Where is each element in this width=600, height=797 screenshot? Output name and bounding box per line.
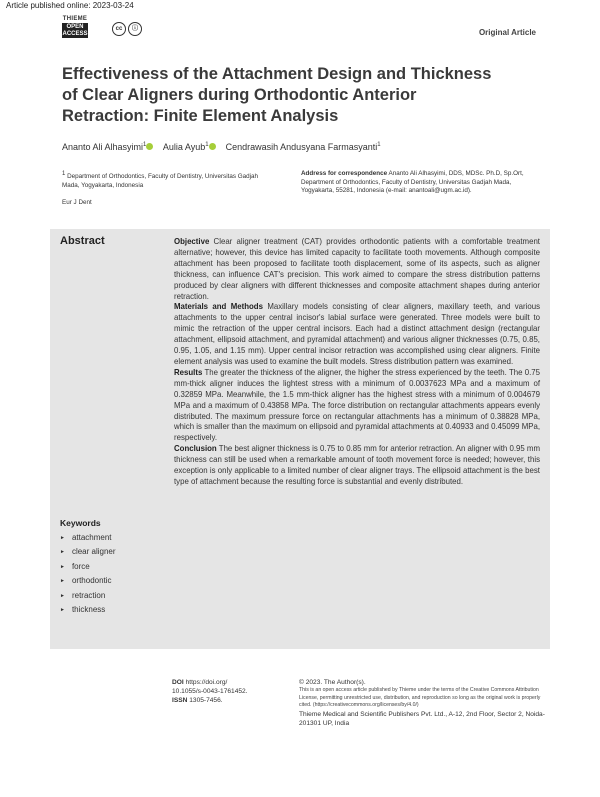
affiliation xyxy=(62,170,277,190)
section-text: The best aligner thickness is 0.75 to 0.85 mm for anterior retraction. An aligner with 0.95 mm thickness can still be used when a remarkable amount of tooth movement force is needed; however, this exception is only applicable to a limited number of clear aligner trays. The ellipsoid attachment is the best type of attachment because the resulting force is substantial and evenly distributed. xyxy=(174,444,540,486)
license-text: This is an open access article published by Thieme under the terms of the Creative Commons Attribution License, permitting unrestricted use, distribution, and reproduction so long as the original work is properly cited. (https://creativecommons.org/licenses/by/4.0/) xyxy=(299,687,541,709)
license-icons[interactable] xyxy=(112,22,144,36)
correspondence-address xyxy=(301,170,541,196)
orcid-icon[interactable] xyxy=(146,143,153,150)
issn-label: ISSN xyxy=(172,697,188,705)
doi-block xyxy=(172,678,282,706)
logo-theme-text: THIEME xyxy=(62,16,88,22)
doi-label: DOI xyxy=(172,679,184,686)
section-label: Objective xyxy=(174,237,210,246)
section-text: The greater the thickness of the aligner, the higher the stress experienced by the teeth. The 0.75 mm-thick aligner induces the lightest stress with a minimum of 0.0037623 MPa and a maximum of 0.32859 MPa. Meanwhile, the 1.5 mm-thick aligner has the highest stress with a minimum of 0.004679 MPa and a maximum of 0.43858 MPa. The force distribution on rectangular attachments appears evenly distributed. The maximum pressure force on rectangular attachments has a minimum of 0.38828 MPa, which is smaller than the maximum on ellipsoid and pyramidal attachments at 0.40933 and 0.45099 MPa, respectively. xyxy=(174,367,540,443)
doi-value: 10.1055/s-0043-1761452. xyxy=(172,688,248,696)
abstract-objective xyxy=(174,237,540,302)
publication-date: Article published online: 2023-03-24 xyxy=(6,1,134,10)
keyword-item: ► force xyxy=(60,560,116,574)
affiliation-marker: 1 xyxy=(62,171,66,177)
logo-access-text: ACCESS xyxy=(62,30,88,37)
author-affiliation-marker: 1 xyxy=(143,142,147,148)
attribution-icon: ⓘ xyxy=(128,22,142,36)
abstract-body xyxy=(174,237,540,488)
open-access-badge xyxy=(62,23,88,38)
keyword-item: ► thickness xyxy=(60,603,116,617)
abstract-heading: Abstract xyxy=(60,235,105,247)
logo-open-text: OPEN xyxy=(66,24,84,30)
keyword-item: ► retraction xyxy=(60,589,116,603)
abstract-conclusion xyxy=(174,444,540,488)
keywords-list xyxy=(60,531,116,618)
affiliation-text: Department of Orthodontics, Faculty of Dentistry, Universitas Gadjah Mada, Yogyakarta, Indonesia xyxy=(62,173,259,189)
section-label: Materials and Methods xyxy=(174,302,263,312)
article-title: Effectiveness of the Attachment Design and Thickness of Clear Aligners during Orthodontic Anterior Retraction: Finite Element Analysis xyxy=(62,65,492,125)
journal-name: Eur J Dent xyxy=(62,199,92,206)
license-block xyxy=(299,678,549,728)
author-list xyxy=(62,142,381,152)
section-text: Clear aligner treatment (CAT) provides orthodontic patients with a comfortable treatment alternative; however, this device has limited capacity to facilitate tooth movements. Although composite attachment has been proposed to facilitate tooth displacement, some of its aspects, such as aligner thickness, can influence CAT's precision. This work aimed to compare the stress distribution patterns produced by clear aligners with different thicknesses and composite attachment shapes during anterior retraction. xyxy=(174,237,540,301)
keyword-item: ► clear aligner xyxy=(60,545,116,559)
issn-value: 1305-7456. xyxy=(189,697,223,705)
keyword-item: ► orthodontic xyxy=(60,574,116,588)
author-affiliation-marker: 1 xyxy=(205,142,209,148)
section-text: Maxillary models consisting of clear aligners, maxillary teeth, and various attachments to the upper central incisor's labial surface were generated. Three models were built to mimic the retraction of the upper central incisors. Each had a distinct attachment design (rectangular attachment, ellipsoid attachment, and pyramidal attachment) and various aligner thicknesses (0.75, 0.85, 0.95, 1.05, and 1.15 mm). Upper central incisor retraction was accomplished using clear aligners. Finite element analysis was used to examine the built models. Stress distribution pattern was examined. xyxy=(174,302,540,366)
copyright-notice: © 2023. The Author(s). xyxy=(299,679,366,686)
orcid-icon[interactable] xyxy=(209,143,216,150)
abstract-methods xyxy=(174,302,540,367)
keywords-heading: Keywords xyxy=(60,518,101,528)
keyword-item: ► attachment xyxy=(60,531,116,545)
author-name: Aulia Ayub xyxy=(162,142,206,152)
author-affiliation-marker: 1 xyxy=(377,142,381,148)
thieme-open-access-logo[interactable] xyxy=(62,16,88,38)
correspondence-text: Ananto Ali Alhasyimi, DDS, MDSc. Ph.D, Sp.Ort, Department of Orthodontics, Faculty of Dentistry, Universitas Gadjah Mada, Yogyakarta, 55281, Indonesia (e-mail: anantoali@ugm.ac.id). xyxy=(301,170,524,194)
author-name: Cendrawasih Andusyana Farmasyanti xyxy=(225,142,378,152)
author-name: Ananto Ali Alhasyimi xyxy=(62,142,144,152)
section-label: Conclusion xyxy=(174,444,217,454)
publisher-address: Thieme Medical and Scientific Publishers Pvt. Ltd., A-12, 2nd Floor, Sector 2, Noida-201301 UP, India xyxy=(299,710,545,728)
correspondence-label: Address for correspondence xyxy=(301,170,388,177)
section-label: Results xyxy=(174,367,203,377)
article-type-label: Original Article xyxy=(478,28,536,37)
abstract-results xyxy=(174,368,540,444)
doi-link[interactable]: https://doi.org/ xyxy=(185,679,228,686)
creative-commons-icon: cc xyxy=(112,22,126,36)
